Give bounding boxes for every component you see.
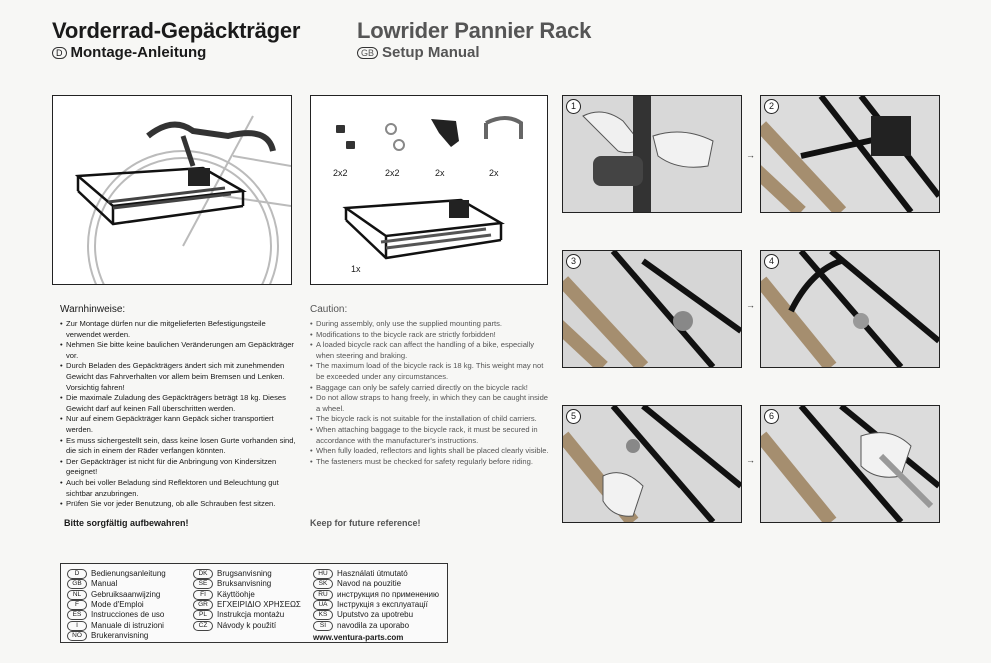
language-code-badge: KS [313, 610, 333, 620]
part-qty-u-clamps: 2x [489, 168, 499, 178]
list-item: • Es muss sichergestellt sein, dass keine losen Gurte vorhanden sind, die sich in einem der Räder verfangen könnten. [60, 436, 300, 457]
step-number: 5 [566, 409, 581, 424]
language-label: Mode d'Emploi [91, 600, 144, 610]
language-label: Brukeranvisning [91, 630, 149, 640]
language-code-badge: UA [313, 600, 333, 610]
arrow-right-icon: → [746, 150, 755, 160]
language-list [60, 563, 448, 643]
step-photo-6 [760, 405, 940, 523]
step-photo-5 [562, 405, 742, 523]
language-row [193, 579, 301, 589]
language-column-3 [313, 569, 439, 643]
english-warning-list [310, 319, 550, 467]
step-number: 3 [566, 254, 581, 269]
de-language-badge: D [52, 47, 67, 59]
step-number: 4 [764, 254, 779, 269]
language-code-badge: F [67, 600, 87, 610]
german-subtitle-text: Montage-Anleitung [70, 44, 207, 61]
language-label: Käyttöohje [217, 589, 255, 599]
step-1-photo-icon [563, 96, 741, 212]
part-qty-nuts: 2x2 [333, 168, 348, 178]
language-label: инструкция по применению [337, 589, 439, 599]
english-warnings [310, 304, 550, 467]
language-label: Manuale di istruzioni [91, 620, 164, 630]
language-row [67, 590, 166, 600]
german-header [52, 18, 300, 61]
mounting-parts-icon [331, 111, 531, 161]
language-code-badge: SK [313, 579, 333, 589]
list-item: • Zur Montage dürfen nur die mitgelieferten Befestigungsteile verwendet werden. [60, 319, 300, 340]
language-code-badge: SI [313, 621, 333, 631]
list-item: • During assembly, only use the supplied mounting parts. [310, 319, 550, 330]
language-label: Instrukcja montażu [217, 610, 285, 620]
language-code-badge: PL [193, 610, 213, 620]
rack-icon [341, 188, 511, 268]
list-item: • Baggage can only be safely carried directly on the bicycle rack! [310, 383, 550, 394]
german-subtitle [52, 44, 300, 61]
list-item: • The fasteners must be checked for safety regularly before riding. [310, 457, 550, 468]
language-row [193, 621, 301, 631]
language-code-badge: GB [67, 579, 87, 589]
language-code-badge: HU [313, 569, 333, 579]
english-subtitle [357, 44, 591, 61]
list-item: • Nehmen Sie bitte keine baulichen Veränderungen am Gepäckträger vor. [60, 340, 300, 361]
rack-qty: 1x [351, 264, 361, 274]
gb-language-badge: GB [357, 47, 378, 59]
language-label: Bedienungsanleitung [91, 569, 166, 579]
language-row [67, 579, 166, 589]
language-code-badge: FI [193, 590, 213, 600]
language-label: Brugsanvisning [217, 569, 272, 579]
arrow-right-icon: → [746, 455, 755, 465]
list-item: • Auch bei voller Beladung sind Reflektoren und Beleuchtung gut sichtbar anzubringen. [60, 478, 300, 499]
website-link[interactable]: www.ventura-parts.com [313, 632, 404, 642]
english-warning-title: Caution: [310, 304, 348, 315]
language-row [67, 569, 166, 579]
step-2-photo-icon [761, 96, 939, 212]
step-photo-3 [562, 250, 742, 368]
language-column-1 [67, 569, 166, 641]
list-item: • Die maximale Zuladung des Gepäckträgers beträgt 18 kg. Dieses Gewicht darf auf keinen Fall überschritten werden. [60, 393, 300, 414]
language-label: Návody k použití [217, 620, 277, 630]
step-3-photo-icon [563, 251, 741, 367]
part-qty-washers: 2x2 [385, 168, 400, 178]
language-row [313, 590, 439, 600]
list-item: • Prüfen Sie vor jeder Benutzung, ob alle Schrauben fest sitzen. [60, 499, 300, 510]
list-item: • Der Gepäckträger ist nicht für die Anbringung von Kindersitzen geeignet! [60, 457, 300, 478]
language-label: Gebruiksaanwijzing [91, 589, 161, 599]
english-keep-note: Keep for future reference! [310, 518, 421, 528]
part-qty-brackets: 2x [435, 168, 445, 178]
list-item: • Do not allow straps to hang freely, in which they can be caught inside a wheel. [310, 393, 550, 414]
list-item: • When attaching baggage to the bicycle rack, it must be secured in accordance with the manufacturer's instructions. [310, 425, 550, 446]
language-row [67, 600, 166, 610]
language-code-badge: GR [193, 600, 213, 610]
language-row [67, 631, 166, 641]
language-label: navodila za uporabo [337, 620, 410, 630]
step-number: 2 [764, 99, 779, 114]
language-row [313, 579, 439, 589]
list-item: • The bicycle rack is not suitable for the installation of child carriers. [310, 414, 550, 425]
language-row [313, 621, 439, 631]
language-row [313, 600, 439, 610]
german-title: Vorderrad-Gepäckträger [52, 18, 301, 43]
language-code-badge: SE [193, 579, 213, 589]
step-number: 1 [566, 99, 581, 114]
language-code-badge: NL [67, 590, 87, 600]
arrow-right-icon: → [746, 300, 755, 310]
list-item: • The maximum load of the bicycle rack is 18 kg. This weight may not be exceeded under any circumstances. [310, 361, 550, 382]
step-number: 6 [764, 409, 779, 424]
language-label: ΕΓΧΕΙΡΙΔΙΟ ΧΡΗΣΕΩΣ [217, 600, 301, 610]
language-column-2 [193, 569, 301, 631]
german-warning-title: Warnhinweise: [60, 304, 126, 315]
language-label: Instrucciones de uso [91, 610, 165, 620]
language-code-badge: D [67, 569, 87, 579]
german-keep-note: Bitte sorgfältig aufbewahren! [64, 518, 189, 528]
parts-illustration [310, 95, 548, 285]
language-code-badge: DK [193, 569, 213, 579]
language-label: Інструкція з експлуатації [337, 600, 428, 610]
list-item: • When fully loaded, reflectors and lights shall be placed clearly visible. [310, 446, 550, 457]
language-row [313, 610, 439, 620]
german-warnings [60, 304, 300, 510]
language-code-badge: I [67, 621, 87, 631]
language-code-badge: ES [67, 610, 87, 620]
step-photo-1 [562, 95, 742, 213]
language-row [67, 621, 166, 631]
english-title: Lowrider Pannier Rack [357, 18, 592, 43]
list-item: • Durch Beladen des Gepäckträgers ändert sich mit zunehmenden Gewicht das Fahrverhalten vor allem beim Bremsen und Lenken. Vorsichtig fahren! [60, 361, 300, 393]
language-code-badge: RU [313, 590, 333, 600]
language-label: Navod na pouzitie [337, 579, 402, 589]
language-code-badge: CZ [193, 621, 213, 631]
language-row [193, 600, 301, 610]
bike-illustration [52, 95, 292, 285]
bike-with-rack-icon [53, 96, 291, 284]
list-item: • Modifications to the bicycle rack are strictly forbidden! [310, 330, 550, 341]
language-row [313, 569, 439, 579]
language-label: Uputstvo za upotrebu [337, 610, 414, 620]
step-6-photo-icon [761, 406, 939, 522]
language-row [193, 610, 301, 620]
language-row [193, 590, 301, 600]
step-4-photo-icon [761, 251, 939, 367]
language-code-badge: NO [67, 631, 87, 641]
step-5-photo-icon [563, 406, 741, 522]
list-item: • A loaded bicycle rack can affect the handling of a bike, especially when steering and braking. [310, 340, 550, 361]
language-row [193, 569, 301, 579]
step-photo-4 [760, 250, 940, 368]
language-label: Használati útmutató [337, 569, 408, 579]
english-subtitle-text: Setup Manual [382, 44, 480, 61]
english-header [357, 18, 591, 61]
step-photo-2 [760, 95, 940, 213]
language-row [67, 610, 166, 620]
language-label: Manual [91, 579, 118, 589]
list-item: • Nur auf einem Gepäckträger kann Gepäck sicher transportiert werden. [60, 414, 300, 435]
german-warning-list [60, 319, 300, 510]
language-label: Bruksanvisning [217, 579, 272, 589]
